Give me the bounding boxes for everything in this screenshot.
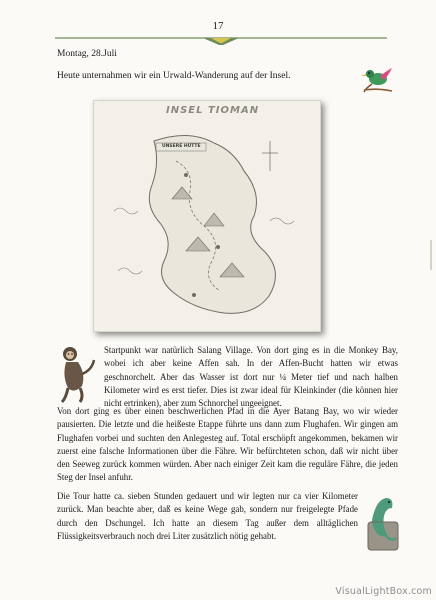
map-title: INSEL TIOMAN xyxy=(166,105,260,116)
bird-illustration xyxy=(358,64,396,96)
entry-intro: Heute unternahmen wir ein Urwald-Wanderung auf der Insel. xyxy=(57,71,291,81)
entry-date: Montag, 28.Juli xyxy=(57,49,117,59)
page-number: 17 xyxy=(212,20,224,32)
paragraph-start: Startpunkt war natürlich Salang Village. Von dort ging es in die Monkey Bay, wobei ich aber keine Affen sah. In der Affen-Bucht hatten wir etwas geschnorchelt. Aber das Wasser ist dort nur ¼ Meter tief und nach halben Kilometer wird es erst tiefer. Dies ist zwar ideal für Kleinkinder (die können hier nicht ertrinken), aber zum Schnorchel ungeeignet. xyxy=(104,345,398,409)
lizard-illustration xyxy=(362,492,402,552)
island-map-drawing xyxy=(94,101,320,331)
watermark: VisualLightBox.com xyxy=(335,586,432,597)
paragraph-summary: Die Tour hatte ca. sieben Stunden gedauert und wir legten nur ca vier Kilometer zurück. Man beachte aber, daß es keine Wege gab, sondern nur freigelegte Pfade durch den Dschungel. Ich hatte an diesem Tag außer dem alltäglichen Flüssigkeitsverbrauch noch drei Liter zusätzlich nötig gehabt. xyxy=(57,491,358,541)
header-divider xyxy=(55,36,387,46)
monkey-illustration xyxy=(56,344,96,404)
island-map-figure xyxy=(93,100,321,332)
map-label-hut: UNSERE HÜTTE xyxy=(162,144,201,149)
page-edge-mark xyxy=(430,240,432,270)
paragraph-trail: Von dort ging es über einen beschwerlichen Pfad in die Ayer Batang Bay, wo wir wieder pausierten. Die letzte und die heißeste Etappe führte uns dann zum Flughafen. Wir gingen am Flughafen vorbei und suchten den Anlegesteg auf. Total erschöpft angekommen, bekamen wir zuerst eine falsche Informationen über die Fähre. Wir befürchteten schon, daß wir nicht über den Seeweg zurück kommen würden. Aber nach einiger Zeit kam die reguläre Fähre, die jeden Steg der Insel anfuhr. xyxy=(57,406,398,483)
